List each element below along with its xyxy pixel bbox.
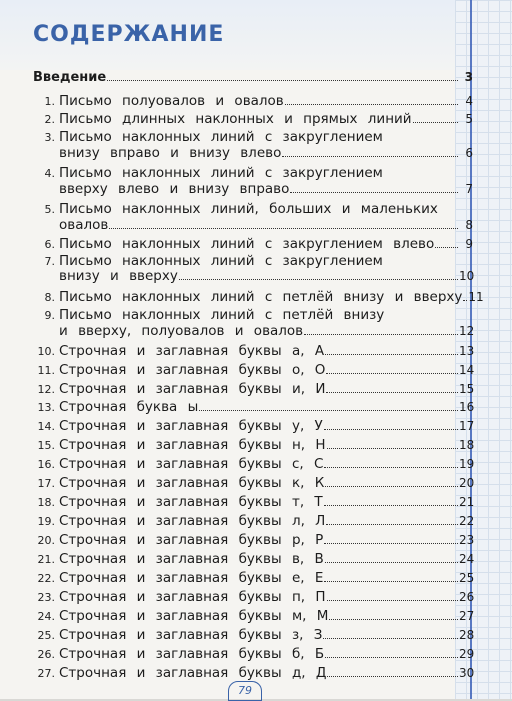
toc-entry-page: 18 <box>459 438 475 452</box>
toc-entry-number: 27. <box>37 667 55 680</box>
toc-entry-title: Строчная буква ы <box>59 399 199 415</box>
toc-entry-title: Строчная и заглавная буквы б, Б <box>59 646 325 662</box>
toc-entry-title: Письмо наклонных линий с закруглением влево <box>59 236 435 252</box>
leader-dots <box>326 524 458 525</box>
toc-entry-page: 12 <box>459 324 475 338</box>
toc-entry[interactable] <box>33 418 473 434</box>
toc-entry-title: Строчная и заглавная буквы з, З <box>59 627 323 643</box>
toc-entry[interactable] <box>33 570 473 586</box>
toc-entry-title: Письмо длинных наклонных и прямых линий <box>59 111 412 127</box>
toc-entry-page: 6 <box>465 146 473 160</box>
toc-entry-page: 15 <box>459 382 475 396</box>
toc-entry-title: Строчная и заглавная буквы с, С <box>59 456 324 472</box>
toc-entry-number: 3. <box>44 131 55 144</box>
toc-entry-number: 24. <box>37 610 55 623</box>
toc-entry[interactable] <box>33 111 473 127</box>
toc-entry[interactable] <box>33 665 473 681</box>
toc-entry-page: 20 <box>459 476 475 490</box>
toc-entry[interactable] <box>33 253 473 269</box>
toc-entry-number: 10. <box>37 345 55 358</box>
toc-entry[interactable] <box>33 551 473 567</box>
toc-entry[interactable] <box>33 381 473 397</box>
toc-entry[interactable] <box>33 362 473 378</box>
toc-entry-title: Письмо наклонных линий, больших и маленьких <box>59 201 438 217</box>
toc-entry-page: 13 <box>459 344 475 358</box>
toc-entry[interactable] <box>33 289 484 305</box>
leader-dots <box>285 104 458 105</box>
toc-entry-number: 2. <box>44 113 55 126</box>
leader-dots <box>324 581 458 582</box>
leader-dots <box>324 429 458 430</box>
toc-entry[interactable] <box>33 608 473 624</box>
toc-entry-page: 24 <box>459 552 475 566</box>
toc-entry-number: 21. <box>37 553 55 566</box>
toc-entry-title: Строчная и заглавная буквы у, У <box>59 418 323 434</box>
toc-entry-title: Строчная и заглавная буквы а, А <box>59 343 325 359</box>
leader-dots <box>327 600 458 601</box>
toc-entry-number: 17. <box>37 477 55 490</box>
toc-entry[interactable] <box>33 343 473 359</box>
leader-dots <box>290 192 458 193</box>
toc-entry-page: 10 <box>459 269 475 283</box>
toc-entry-number: 11. <box>37 364 55 377</box>
toc-entry-page: 22 <box>459 514 475 528</box>
toc-entry-page: 17 <box>459 419 475 433</box>
toc-entry[interactable] <box>33 475 473 491</box>
toc-entry-number: 1. <box>44 95 55 108</box>
toc-entry-page: 5 <box>465 112 473 126</box>
toc-entry-number: 13. <box>37 401 55 414</box>
toc-entry-title: Письмо наклонных линий с закруглением <box>59 253 383 269</box>
toc-entry-page: 8 <box>465 218 473 232</box>
toc-entry-page: 21 <box>459 495 475 509</box>
toc-entry[interactable] <box>33 627 473 643</box>
toc-entry-title-continued: и вверху, полуовалов и овалов <box>59 323 304 339</box>
leader-dots <box>324 543 458 544</box>
leader-dots <box>329 619 458 620</box>
toc-entry[interactable] <box>33 589 473 605</box>
toc-entry-title: Строчная и заглавная буквы к, К <box>59 475 325 491</box>
toc-entry[interactable] <box>33 129 473 145</box>
toc-entry-page: 16 <box>459 400 475 414</box>
toc-entry-title: Строчная и заглавная буквы д, Д <box>59 665 327 681</box>
toc-entry[interactable] <box>33 93 473 109</box>
leader-dots <box>325 657 458 658</box>
toc-entry-title: Письмо полуовалов и овалов <box>59 93 284 109</box>
toc-entry-number: 7. <box>44 255 55 268</box>
toc-entry-number: 19. <box>37 515 55 528</box>
leader-dots <box>435 247 458 248</box>
toc-entry-page: 27 <box>459 609 475 623</box>
toc-entry-title: Письмо наклонных линий с закруглением <box>59 165 383 181</box>
toc-entry[interactable] <box>33 165 473 181</box>
toc-entry-title: Строчная и заглавная буквы м, М <box>59 608 329 624</box>
toc-entry-page: 29 <box>459 647 475 661</box>
toc-entry-page: 30 <box>459 666 475 680</box>
toc-entry-title-continued: овалов <box>59 217 109 233</box>
toc-entry-number: 9. <box>44 309 55 322</box>
leader-dots <box>327 448 458 449</box>
toc-entry-continuation <box>59 323 473 339</box>
toc-intro-label: Введение <box>33 70 107 85</box>
leader-dots <box>323 638 458 639</box>
toc-entry[interactable] <box>33 513 473 529</box>
toc-intro-page: 3 <box>464 70 473 84</box>
leader-dots <box>304 334 458 335</box>
toc-entry-number: 18. <box>37 496 55 509</box>
toc-entry[interactable] <box>33 437 473 453</box>
leader-dots <box>326 373 458 374</box>
toc-entry-title: Письмо наклонных линий с закруглением <box>59 129 383 145</box>
toc-entry-number: 25. <box>37 629 55 642</box>
toc-entry-page: 9 <box>465 237 473 251</box>
toc-entry-number: 12. <box>37 383 55 396</box>
toc-entry-title-continued: внизу вправо и внизу влево <box>59 145 282 161</box>
toc-entry-title: Строчная и заглавная буквы л, Л <box>59 513 326 529</box>
toc-entry-title: Письмо наклонных линий с петлёй внизу и вверху <box>59 289 463 305</box>
toc-entry[interactable] <box>33 236 473 252</box>
toc-entry-page: 11 <box>468 290 484 304</box>
leader-dots <box>325 354 458 355</box>
toc-entry-number: 4. <box>44 167 55 180</box>
leader-dots <box>324 505 458 506</box>
toc-entry[interactable] <box>33 494 473 510</box>
toc-entry-title-continued: внизу и вверху <box>59 268 178 284</box>
toc-entry-page: 23 <box>459 533 475 547</box>
toc-entry-number: 22. <box>37 572 55 585</box>
leader-dots <box>326 392 458 393</box>
toc-entry-continuation <box>59 181 473 197</box>
toc-entry-page: 26 <box>459 590 475 604</box>
leader-dots <box>413 122 458 123</box>
toc-entry[interactable] <box>33 646 473 662</box>
toc-entry-title: Строчная и заглавная буквы и, И <box>59 381 326 397</box>
toc-entry-title: Строчная и заглавная буквы н, Н <box>59 437 326 453</box>
toc-entry-title: Письмо наклонных линий с петлёй внизу <box>59 307 385 323</box>
toc-entry-title: Строчная и заглавная буквы е, Е <box>59 570 324 586</box>
toc-entry-page: 19 <box>459 457 475 471</box>
toc-entry-number: 20. <box>37 534 55 547</box>
toc-entry-number: 5. <box>44 203 55 216</box>
toc-entry[interactable] <box>33 201 473 217</box>
toc-entry-title: Строчная и заглавная буквы р, Р <box>59 532 324 548</box>
toc-entry-number: 26. <box>37 648 55 661</box>
toc-entry-title: Строчная и заглавная буквы о, О <box>59 362 326 378</box>
toc-entry-page: 7 <box>465 182 473 196</box>
toc-entry[interactable] <box>33 456 473 472</box>
page-number: 79 <box>228 681 262 701</box>
leader-dots <box>325 562 458 563</box>
leader-dots <box>179 279 458 280</box>
toc-entry[interactable] <box>33 532 473 548</box>
toc-entry-page: 14 <box>459 363 475 377</box>
toc-entry-number: 16. <box>37 458 55 471</box>
toc-entry-continuation <box>59 217 473 233</box>
toc-entry-title: Строчная и заглавная буквы т, Т <box>59 494 323 510</box>
toc-entry-number: 15. <box>37 439 55 452</box>
leader-dots <box>282 156 458 157</box>
toc-entry-title: Строчная и заглавная буквы п, П <box>59 589 326 605</box>
toc-entry-number: 6. <box>44 238 55 251</box>
page-title: СОДЕРЖАНИЕ <box>33 22 225 47</box>
toc-entry-continuation <box>59 268 473 284</box>
leader-dots <box>199 410 458 411</box>
toc-entry-title: Строчная и заглавная буквы в, В <box>59 551 324 567</box>
toc-entry-page: 28 <box>459 628 475 642</box>
toc-entry-number: 14. <box>37 420 55 433</box>
toc-entry[interactable] <box>33 307 473 323</box>
toc-entry-page: 4 <box>465 94 473 108</box>
toc-entry-continuation <box>59 145 473 161</box>
toc-entry-title-continued: вверху влево и внизу вправо <box>59 181 290 197</box>
toc-entry-page: 25 <box>459 571 475 585</box>
leader-dots <box>327 676 458 677</box>
leader-dots <box>325 486 458 487</box>
leader-dots <box>463 300 467 301</box>
leader-dots <box>324 467 458 468</box>
toc-entry-number: 8. <box>44 291 55 304</box>
leader-dots <box>109 228 458 229</box>
toc-entry[interactable] <box>33 399 473 415</box>
toc-entry-number: 23. <box>37 591 55 604</box>
